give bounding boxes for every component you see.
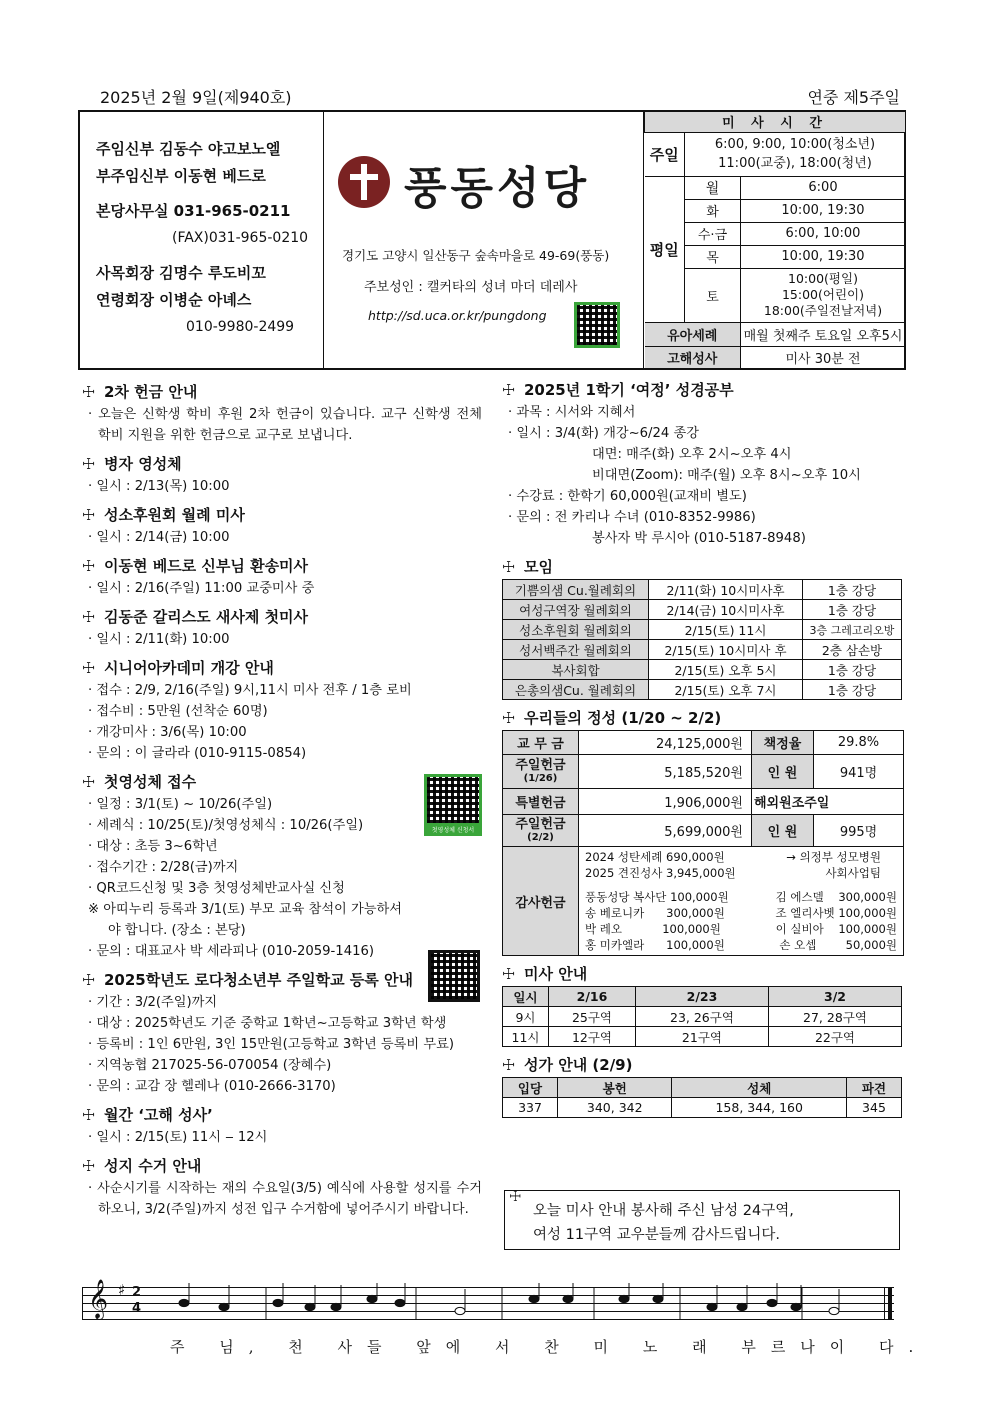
cross-icon: ☩ xyxy=(82,1106,96,1124)
cross-icon: ☩ xyxy=(82,608,96,626)
note-head xyxy=(219,1303,229,1310)
offering-section: ☩ 우리들의 정성 (1/20 ~ 2/2) 교 무 금 24,125,000원 책정율 29.8% 주일헌금 (1/26) 5,185,520원 인 원 941명 특별헌금 1,906,000원 해외원조주일 주일헌금 (2/2) 5,699,000원 인 원 995명 감사헌금 2024 성탄세례 690,000원 → 의정부 성모병원 2025 견진성사 3,945,000원 사회사업팀 풍동성당 복사단 100,000원 김 에스델 300,000원 송 베로니카 300,000원 조 엘리사벳 100,000원 박 레오 100,000원 이 실비아 100,000원 홍 미카엘라 100,000원 손 오셉 50,000원 xyxy=(502,706,906,956)
communion-qr-caption: 첫영성체 신청서 xyxy=(424,826,482,836)
note-head xyxy=(273,1299,283,1306)
note-head xyxy=(455,1307,465,1314)
notice-senior-academy: ☩ 시니어아카데미 개강 안내 · 접수 : 2/9, 2/16(주일) 9시,11시 미사 전후 / 1층 로비 · 접수비 : 5만원 (선착순 60명) · 개강미사 : 3/6(목) 10:00 · 문의 : 이 글라라 (010-9115-0854) xyxy=(82,656,482,764)
pastor: 주임신부 김동수 야고보노엘 xyxy=(96,140,281,158)
donor-row: 송 베로니카 300,000원 조 엘리사벳 100,000원 xyxy=(585,906,897,920)
cross-icon: ☩ xyxy=(82,1157,96,1175)
table-cell: 성서백주간 월례회의 xyxy=(503,640,649,660)
note-head xyxy=(829,1307,839,1314)
table-cell: 12구역 xyxy=(549,1027,636,1047)
table-row xyxy=(503,680,902,700)
note-head xyxy=(619,1295,629,1302)
notice-sick-communion: ☩ 병자 영성체 · 일시 : 2/13(목) 10:00 xyxy=(82,452,482,497)
table-cell: 2/15(토) 오후 5시 xyxy=(649,660,803,680)
clergy-panel xyxy=(80,112,324,368)
website-qr-icon[interactable] xyxy=(574,302,620,348)
sunday-school-qr-icon[interactable] xyxy=(428,950,480,1002)
office-fax: (FAX)031-965-0210 xyxy=(172,230,309,246)
office-phone: 본당사무실 031-965-0211 xyxy=(96,202,291,220)
church-address: 경기도 고양시 일산동구 숲속마을로 49-69(풍동) xyxy=(342,248,610,263)
cross-icon: ☩ xyxy=(502,965,516,983)
meetings-table xyxy=(502,579,902,700)
thanks-offering-list: 2024 성탄세례 690,000원 → 의정부 성모병원 2025 견진성사 3,945,000원 사회사업팀 풍동성당 복사단 100,000원 김 에스델 300,000원 송 베로니카 300,000원 조 엘리사벳 100,000원 박 레오 100,000원 이 실비아 100,000원 홍 미카엘라 100,000원 손 오셉 50,000원 xyxy=(579,847,904,956)
weekday-label: 평일 xyxy=(645,176,685,322)
table-cell: 1층 강당 xyxy=(803,680,902,700)
time-mon: 6:00 xyxy=(741,176,906,199)
table-cell: 3층 그레고리오방 xyxy=(803,620,902,640)
table-cell: 복사회합 xyxy=(503,660,649,680)
table-cell: 345 xyxy=(846,1098,901,1118)
table-cell: 2/15(토) 오후 7시 xyxy=(649,680,803,700)
day-thu: 목 xyxy=(685,245,741,268)
table-cell: 9시 xyxy=(503,1007,549,1027)
table-row xyxy=(503,580,902,600)
treble-clef-icon: 𝄞 xyxy=(88,1279,109,1319)
left-column xyxy=(82,380,482,1226)
mass-guide-table xyxy=(502,986,902,1047)
cross-icon: ☩ xyxy=(82,383,96,401)
day-sat: 토 xyxy=(685,268,741,322)
council-president: 사목회장 김명수 루도비꼬 xyxy=(96,264,266,282)
mass-guide-section: ☩ 미사 안내 일시 2/16 2/23 3/2 9시 25구역 23, 26구역 27, 28구역 11시 12구역 21구역 22구역 xyxy=(502,962,906,1047)
header-box xyxy=(78,110,906,370)
note-head xyxy=(563,1295,573,1302)
table-cell: 25구역 xyxy=(549,1007,636,1027)
church-url[interactable]: http://sd.uca.or.kr/pungdong xyxy=(368,308,547,323)
note-head xyxy=(791,1303,801,1310)
table-row xyxy=(503,1007,902,1027)
patron-saint: 주보성인 : 캘커타의 성녀 마더 데레사 xyxy=(364,280,578,295)
time-thu: 10:00, 19:30 xyxy=(741,245,906,268)
donor-row: 홍 미카엘라 100,000원 손 오셉 50,000원 xyxy=(585,938,897,952)
cross-icon: ☩ xyxy=(502,381,516,399)
day-tue: 화 xyxy=(685,199,741,222)
mass-times-panel xyxy=(644,112,906,368)
confession-label: 고해성사 xyxy=(645,346,741,368)
table-cell: 2층 삼손방 xyxy=(803,640,902,660)
meetings-section: ☩ 모임 기쁨의샘 Cu.월례회의 2/11(화) 10시미사후 1층 강당 여성구역장 월례회의 2/14(금) 10시미사후 1층 강당 성소후원회 월례회의 2/15(토) 11시 3층 그레고리오방 성서백주간 월례회의 2/15(토) 10시미사 후 2층 삼손방 복사회합 2/15(토) 오후 5시 1층 강당 은총의샘Cu. 월례회의 2/15(토) 오후 7시 1층 강당 xyxy=(502,555,906,700)
score-lyrics: 주 님, 천 사들 앞에 서 찬 미 노 래 부르나이 다. xyxy=(170,1338,929,1356)
table-cell: 2/14(금) 10시미사후 xyxy=(649,600,803,620)
table-cell: 성소후원회 월례회의 xyxy=(503,620,649,640)
table-cell: 158, 344, 160 xyxy=(672,1098,846,1118)
table-row xyxy=(503,600,902,620)
note-head xyxy=(529,1295,539,1302)
time-wed-fri: 6:00, 10:00 xyxy=(741,222,906,245)
notice-bible-study: ☩ 2025년 1학기 ‘여정’ 성경공부 · 과목 : 시서와 지혜서 · 일시 : 3/4(화) 개강~6/24 종강 대면: 매주(화) 오후 2시~오후 4시 비대면(Zoom): 매주(월) 오후 8시~오후 10시 · 수강료 : 한학기 60,000원(교재비 별도) · 문의 : 전 카리나 수녀 (010-8352-9986) 봉사자 박 루시아 (010-5187-8948) xyxy=(502,378,906,549)
church-name: 풍동성당 xyxy=(404,163,591,214)
note-head xyxy=(707,1303,717,1310)
notice-first-mass: ☩ 김동준 갈리스도 새사제 첫미사 · 일시 : 2/11(화) 10:00 xyxy=(82,605,482,650)
table-cell: 23, 26구역 xyxy=(635,1007,768,1027)
communion-qr-icon[interactable] xyxy=(424,774,482,826)
table-cell: 11시 xyxy=(503,1027,549,1047)
table-cell: 2/15(토) 10시미사 후 xyxy=(649,640,803,660)
time-signature: 2 4 xyxy=(132,1285,142,1316)
issue-date: 2025년 2월 9일(제940호) xyxy=(100,88,292,107)
hymns-table xyxy=(502,1077,902,1118)
donor-row: 박 레오 100,000원 이 실비아 100,000원 xyxy=(585,922,897,936)
church-logo-icon xyxy=(338,156,390,208)
table-row xyxy=(503,640,902,660)
table-cell: 2/11(화) 10시미사후 xyxy=(649,580,803,600)
table-cell: 21구역 xyxy=(635,1027,768,1047)
cross-icon: ☩ xyxy=(82,455,96,473)
note-head xyxy=(331,1303,341,1310)
notice-monthly-confession: ☩ 월간 ‘고해 성사’ · 일시 : 2/15(토) 11시 ‒ 12시 xyxy=(82,1103,482,1148)
table-cell: 1층 강당 xyxy=(803,660,902,680)
cross-icon: ☩ xyxy=(82,773,96,791)
notice-sunday-school: ☩ 2025학년도 로다청소년부 주일학교 등록 안내 · 기간 : 3/2(주일)까지 · 대상 : 2025학년도 기준 중학교 1학년~고등학교 3학년 학생 · 등록비 : 1인 6만원, 3인 15만원(고등학교 3학년 등록비 무료) · 지역농협 217025-56-070054 (장혜수) · 문의 : 교감 장 헬레나 (010-2666-3170) xyxy=(82,968,482,1097)
notice-farewell-mass: ☩ 이동현 베드로 신부님 환송미사 · 일시 : 2/16(주일) 11:00 교중미사 중 xyxy=(82,554,482,599)
alliance-president: 연령회장 이병순 아녜스 xyxy=(96,291,252,309)
church-panel xyxy=(324,112,644,368)
time-tue: 10:00, 19:30 xyxy=(741,199,906,222)
sunday-label: 주일 xyxy=(645,132,685,176)
mass-times-title: 미 사 시 간 xyxy=(645,112,906,132)
note-head xyxy=(179,1299,189,1306)
infant-baptism-time: 매월 첫째주 토요일 오후5시 xyxy=(741,322,906,346)
hymns-section: ☩ 성가 안내 (2/9) 입당 봉헌 성체 파견 337 340, 342 158, 344, 160 345 xyxy=(502,1053,906,1118)
header-cell: 2/16 xyxy=(549,987,636,1007)
donor-row: 풍동성당 복사단 100,000원 김 에스델 300,000원 xyxy=(585,890,897,904)
cross-icon: ☩ xyxy=(502,558,516,576)
infant-baptism-label: 유아세례 xyxy=(645,322,741,346)
sharp-icon: ♯ xyxy=(118,1281,126,1299)
alliance-phone: 010-9980-2499 xyxy=(186,319,295,335)
note-head xyxy=(305,1303,315,1310)
table-row xyxy=(503,620,902,640)
header-cell: 3/2 xyxy=(768,987,901,1007)
table-cell: 337 xyxy=(503,1098,558,1118)
table-cell: 여성구역장 월례회의 xyxy=(503,600,649,620)
assistant-pastor: 부주임신부 이동현 베드로 xyxy=(96,167,266,185)
note-head xyxy=(395,1299,405,1306)
header-cell: 성체 xyxy=(672,1078,846,1098)
notice-second-collection: ☩ 2차 헌금 안내 · 오늘은 신학생 학비 후원 2차 헌금이 있습니다. 교구 신학생 전체 학비 지원을 위한 헌금으로 교구로 보냅니다. xyxy=(82,380,482,446)
liturgical-week: 연중 제5주일 xyxy=(807,88,900,107)
table-row xyxy=(503,660,902,680)
table-row xyxy=(503,1027,902,1047)
notice-first-communion: ☩ 첫영성체 접수 · 일정 : 3/1(토) ~ 10/26(주일) · 세례식 : 10/25(토)/첫영성체식 : 10/26(주일) · 대상 : 초등 3~6학년 · 접수기간 : 2/28(금)까지 · QR코드신청 및 3층 첫영성체반교사실 신청 ※ 아띠누리 등록과 3/1(토) 부모 교육 참석이 가능하셔 야 합니다. (장소 : 본당) · 문의 : 대표교사 박 세라피나 (010-2059-1416) 첫영성체 신청서 xyxy=(82,770,482,962)
header-cell: 일시 xyxy=(503,987,549,1007)
cross-icon: ☩ xyxy=(509,1189,522,1205)
table-cell: 2/15(토) 11시 xyxy=(649,620,803,640)
cross-icon: ☩ xyxy=(502,709,516,727)
cross-icon: ☩ xyxy=(82,557,96,575)
cross-icon: ☩ xyxy=(82,971,96,989)
table-cell: 은총의샘Cu. 월례회의 xyxy=(503,680,649,700)
time-sat: 10:00(평일) 15:00(어린이) 18:00(주일전날저녁) xyxy=(741,268,906,322)
header-cell: 파견 xyxy=(846,1078,901,1098)
right-column xyxy=(502,378,906,1124)
note-head xyxy=(367,1295,377,1302)
table-cell: 기쁨의샘 Cu.월례회의 xyxy=(503,580,649,600)
sunday-times: 6:00, 9:00, 10:00(청소년) 11:00(교중), 18:00(청년) xyxy=(685,132,906,176)
cross-icon: ☩ xyxy=(502,1056,516,1074)
thanks-box: ☩ 오늘 미사 안내 봉사해 주신 남성 24구역, 여성 11구역 교우분들께 감사드립니다. xyxy=(504,1190,900,1250)
note-head xyxy=(653,1295,663,1302)
music-score xyxy=(82,1279,902,1373)
day-mon: 월 xyxy=(685,176,741,199)
note-head xyxy=(737,1303,747,1310)
score-notes xyxy=(82,1283,894,1333)
mass-times-table xyxy=(644,112,906,368)
confession-time: 미사 30분 전 xyxy=(741,346,906,368)
notice-vocation-mass: ☩ 성소후원회 월례 미사 · 일시 : 2/14(금) 10:00 xyxy=(82,503,482,548)
table-cell: 27, 28구역 xyxy=(768,1007,901,1027)
header-cell: 2/23 xyxy=(635,987,768,1007)
table-cell: 1층 강당 xyxy=(803,600,902,620)
header-cell: 봉헌 xyxy=(558,1078,672,1098)
day-wed-fri: 수·금 xyxy=(685,222,741,245)
table-cell: 340, 342 xyxy=(558,1098,672,1118)
notice-palm-collection: ☩ 성지 수거 안내 · 사순시기를 시작하는 재의 수요일(3/5) 예식에 사용할 성지를 수거하오니, 3/2(주일)까지 성전 입구 수거함에 넣어주시기 바랍니다. xyxy=(82,1154,482,1220)
cross-icon: ☩ xyxy=(82,506,96,524)
table-cell: 1층 강당 xyxy=(803,580,902,600)
cross-icon: ☩ xyxy=(82,659,96,677)
offering-table: 교 무 금 24,125,000원 책정율 29.8% 주일헌금 (1/26) 5,185,520원 인 원 941명 특별헌금 1,906,000원 해외원조주일 주일헌금 (2/2) 5,699,000원 인 원 995명 감사헌금 2024 성탄세례 690,000원 → 의정부 성모병원 2025 견진성사 3,945,000원 사회사업팀 풍동성당 복사단 100,000원 김 에스델 300,000원 송 베로니카 300,000원 조 엘리사벳 100,000원 박 레오 100,000원 이 실비아 100,000원 홍 미카엘라 100,000원 손 오셉 50,000원 xyxy=(502,730,904,956)
note-head xyxy=(767,1299,777,1306)
table-cell: 22구역 xyxy=(768,1027,901,1047)
header-cell: 입당 xyxy=(503,1078,558,1098)
